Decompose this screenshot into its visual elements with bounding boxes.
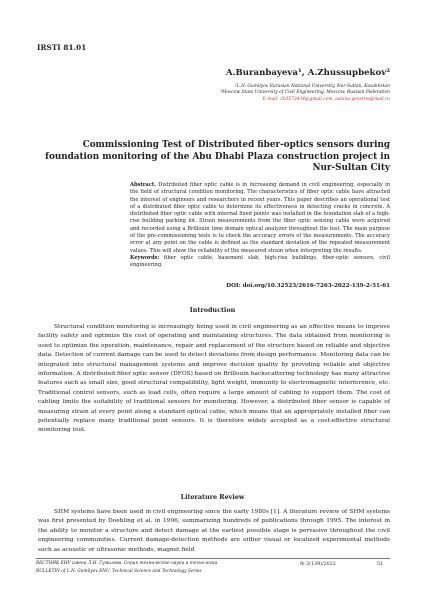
abstract-label: Abstract. xyxy=(130,182,156,188)
issue-number: № 2(139)/2022 xyxy=(300,562,336,567)
authors: A.Buranbayeva¹, A.Zhussupbekov² xyxy=(225,68,390,78)
literature-review-heading: Literature Review xyxy=(180,493,245,501)
keywords-label: Keywords: xyxy=(130,254,160,261)
affiliations xyxy=(90,84,390,103)
doi-link[interactable]: DOI: doi.org/10.32523/2616-7263-2022-139-2-51-61 xyxy=(226,283,390,289)
journal-name-ru: ВЕСТНИК ЕНУ имени Л.Н. Гумилева. Серия технические науки и технологии xyxy=(36,561,218,566)
footer-right xyxy=(300,562,384,567)
introduction-paragraph: Structural condition monitoring is increasingly being used in civil engineering as an effective means to improve facility safety and optimize the cost of operating and maintaining structures. The data obtained from monitoring is used to optimize the operation, maintenance, repair and replacement of the structure based on reliable and objective data. Detection of current damage can be used to detect deviations from design performance. Monitoring data can be integrated into structural management systems and improve decision quality by providing reliable and objective information. A distributed fiber optic sensor (DFOS) based on Brillouin backscattering technology has many attractive features such as small size, good structural compatibility, light weight, immunity to electromagnetic interference, etc. Traditional control sensors, such as load cells, often require a large amount of cabling to support them. The cost of cabling limits the suitability of traditional sensors for monitoring. However, a distributed fiber sensor is capable of measuring strain at every point along a standard optical cable, which means that an appropriately installed fiber can potentially replace many traditional point sensors. It is therefore widely accepted as a cost-effective structural monitoring tool. xyxy=(38,324,390,434)
journal-name xyxy=(36,560,217,576)
page-number: 51 xyxy=(377,562,384,567)
footer-divider xyxy=(36,558,390,559)
paper-title: Commissioning Test of Distributed fiber-optics sensors during foundation monitoring of the Abu Dhabi Plaza construction project in Nur-Sultan City xyxy=(45,140,390,174)
keywords-text: fiber optic cable, basement slab, high-rise buildings, fiber-optic sensors, civil engineering. xyxy=(130,254,390,269)
affiliation-1: ¹L.N. Gumilyov Eurasian National University, Nur-Sultan, Kazakhstan xyxy=(235,84,390,89)
affiliation-2: ²Moscow State University of Civil Engineering, Moscow, Russian Federation xyxy=(220,90,390,96)
literature-review-paragraph: SHM systems have been used in civil engineering since the early 1980s [1]. A literature review of SHM systems was first presented by Doebling et al. in 1996, summarizing hundreds of publications through 1995. The interest in the ability to monitor a structure and detect damage at the earliest possible stage is pervasive throughout the civil engineering communities. Current damage-detection methods are either visual or localized experimental methods such as acoustic or ultrasonic methods, magnet field xyxy=(38,509,390,553)
abstract-text: Distributed fiber optic cable is in increasing demand in civil engineering, especially in the field of structural condition monitoring. The characteristics of fiber optic cable have attracted the interest of engineers and researchers in recent years. This paper describes an operational test of a distributed fiber optic cable to determine its effectiveness in detecting cracks in concrete. A distributed fiber optic cable with internal fixed points was installed in the foundation slab of a high-rise building parking lot. Strain measurements from the fiber optic sensing cable were acquired and recorded using a Brillouin time domain optical analyzer throughout the test. The main purpose of the pre-commissioning tests is to check the accuracy errors of the measurements. The accuracy error at any point on the cable is defined as the standard deviation of the repeated measurement values. This will show the reliability of the measured strain when interpreting the results. xyxy=(130,182,390,254)
abstract-paragraph xyxy=(130,182,390,255)
irsti-code: IRSTI 81.01 xyxy=(37,43,87,52)
journal-name-en: BULLETIN of L.N. Gumilyov ENU. Technical Science and Technology Series xyxy=(36,569,202,574)
email-line[interactable]: E-mail: 303573434@gmail.com, astana-geostroi@mail.ru xyxy=(262,96,390,102)
keywords-paragraph xyxy=(130,255,390,270)
introduction-heading: Introduction xyxy=(189,306,236,314)
abstract-block xyxy=(130,182,390,270)
